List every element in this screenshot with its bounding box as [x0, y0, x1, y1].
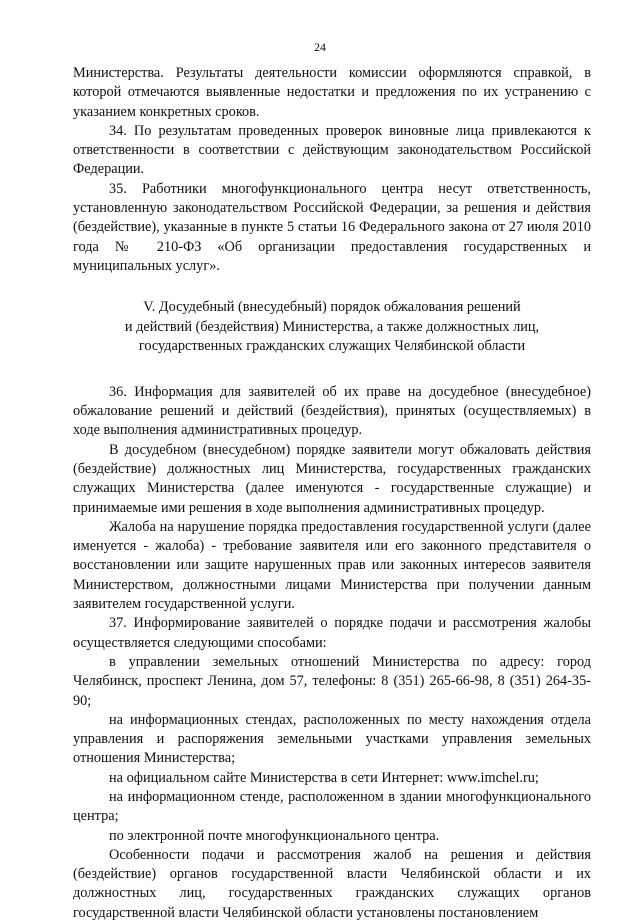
section-heading-line: и действий (бездействия) Министерства, а также должностных лиц,	[124, 318, 540, 335]
paragraph-p-35: 35. Работники многофункционального центра несут ответственность, установленную законодательством Российской Федерации, за решения и действия (бездействие), указанные в пункте 5 статьи 16 Федерального закона от 27 июля 2010 года № 210-ФЗ «Об организации предоставления государственных и муниципальных услуг».	[73, 180, 591, 274]
paragraph-p-cont: Министерства. Результаты деятельности комиссии оформляются справкой, в которой отмечаются выявленные недостатки и предложения по их устранению с указанием конкретных сроков.	[73, 65, 591, 120]
page-number: 24	[314, 40, 326, 54]
paragraphs-bottom	[73, 383, 591, 923]
paragraph-p-34: 34. По результатам проведенных проверок виновные лица привлекаются к ответственности в соответствии с действующим законодательством Российской Федерации.	[73, 122, 591, 178]
paragraph-p-37-3: на официальном сайте Министерства в сети Интернет: www.imchel.ru;	[109, 769, 539, 786]
section-heading-line: государственных гражданских служащих Челябинской области	[138, 338, 526, 355]
paragraph-p-36-3: Жалоба на нарушение порядка предоставления государственной услуги (далее именуется - жалоба) - требование заявителя или его законного представителя о восстановлении или защите нарушенных прав или законных интересов заявителя Министерством, должностными лицами Министерства при получении данным заявителем государственной услуги.	[73, 518, 591, 613]
paragraph-p-37-1: в управлении земельных отношений Министерства по адресу: город Челябинск, проспект Ленина, дом 57, телефоны: 8 (351) 265-66-98, 8 (351) 264-35-90;	[73, 653, 591, 709]
section-heading	[73, 298, 591, 357]
paragraph-p-37-6: Особенности подачи и рассмотрения жалоб на решения и действия (бездействие) органов государственной власти Челябинской области и их должностных лиц, государственных гражданских служащих органов государственной власти Челябинской области установлены постановлением	[73, 846, 591, 921]
paragraph-p-37: 37. Информирование заявителей о порядке подачи и рассмотрения жалобы осуществляется следующими способами:	[73, 615, 591, 651]
paragraph-p-36-2: В досудебном (внесудебном) порядке заявители могут обжаловать действия (бездействие) должностных лиц Министерства, государственных гражданских служащих Министерства (далее именуются - государственные служащие) и принимаемые ими решения в ходе выполнения административных процедур.	[73, 441, 591, 516]
paragraph-p-37-5: по электронной почте многофункционального центра.	[109, 827, 440, 844]
paragraph-p-36: 36. Информация для заявителей об их праве на досудебное (внесудебное) обжалование решений и действий (бездействия), принятых (осуществляемых) в ходе выполнения административных процедур.	[73, 383, 591, 439]
section-heading-line: V. Досудебный (внесудебный) порядок обжалования решений	[143, 299, 521, 316]
paragraph-p-37-2: на информационных стендах, расположенных по месту нахождения отдела управления и распоряжения земельными участками управления земельных отношения Министерства;	[73, 711, 591, 767]
paragraphs-top	[73, 64, 591, 276]
document-body	[73, 64, 591, 923]
paragraph-p-37-4: на информационном стенде, расположенном в здании многофункционального центра;	[73, 789, 591, 825]
